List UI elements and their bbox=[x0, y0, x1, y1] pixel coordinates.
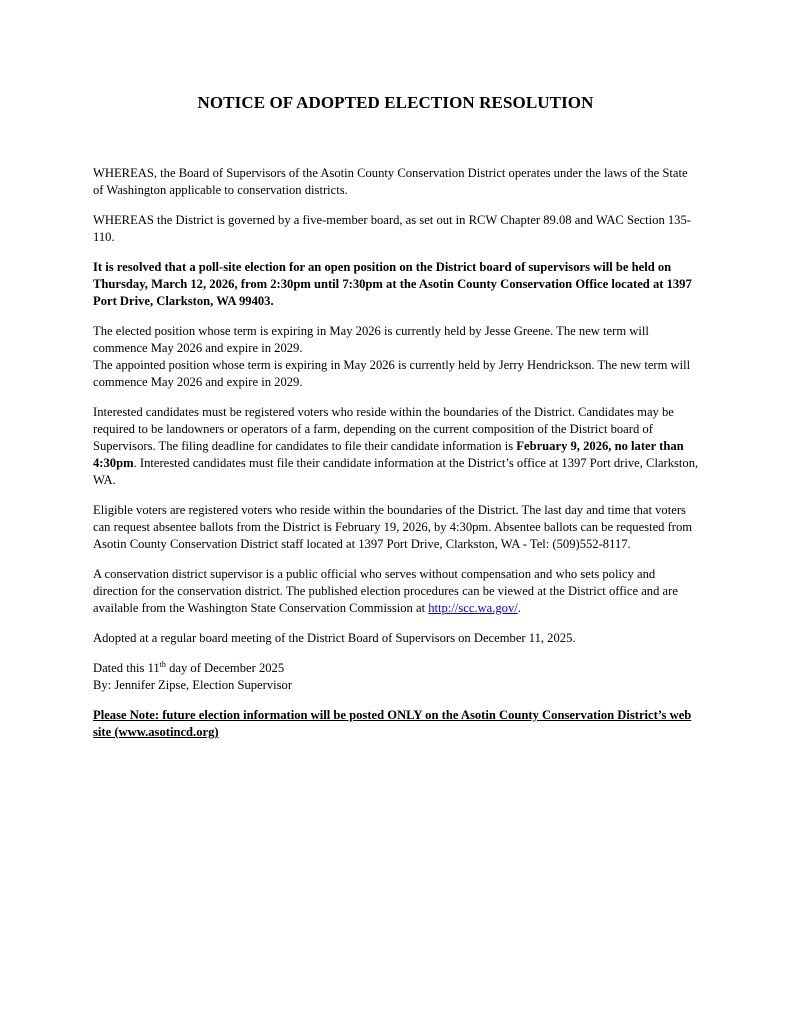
supervisor-paragraph bbox=[93, 566, 699, 617]
dated-prefix: Dated this 11 bbox=[93, 661, 160, 675]
scc-link[interactable]: http://scc.wa.gov/ bbox=[428, 601, 518, 615]
candidates-text-end: . Interested candidates must file their candidate information at the District’s office at 1397 Port drive, Clarkston, WA. bbox=[93, 456, 699, 487]
whereas-paragraph-2: WHEREAS the District is governed by a five-member board, as set out in RCW Chapter 89.08 and WAC Section 135-110. bbox=[93, 213, 691, 244]
dated-suffix: day of December 2025 bbox=[165, 661, 285, 675]
dated-line bbox=[93, 660, 699, 677]
voters-paragraph: Eligible voters are registered voters who reside within the boundaries of the District. The last day and time that voters can request absentee ballots from the District is February 19, 2026, by 4:30pm. Absentee ballots can be requested from Asotin County Conservation District staff located at 1397 Port Drive, Clarkston, WA - Tel: (509)552-8117. bbox=[93, 503, 693, 551]
please-note: Please Note: future election information will be posted ONLY on the Asotin County Conservation District’s web site (www.asotincd.org) bbox=[93, 708, 692, 739]
dated-ordinal: th bbox=[159, 659, 166, 669]
supervisor-text: A conservation district supervisor is a public official who serves without compensation and who sets policy and direction for the conservation district. The published election procedures can be viewed at the District office and are available from the Washington State Conservation Commission at bbox=[93, 567, 678, 615]
appointed-position-text: The appointed position whose term is expiring in May 2026 is currently held by Jerry Hendrickson. The new term will commence May 2026 and expire in 2029. bbox=[93, 358, 691, 389]
candidates-paragraph bbox=[93, 404, 699, 489]
adopted-paragraph: Adopted at a regular board meeting of the District Board of Supervisors on December 11, 2025. bbox=[93, 631, 576, 645]
page-title: NOTICE OF ADOPTED ELECTION RESOLUTION bbox=[197, 93, 594, 112]
supervisor-text-end: . bbox=[517, 601, 521, 615]
signature-line: By: Jennifer Zipse, Election Supervisor bbox=[93, 678, 293, 692]
candidates-text: Interested candidates must be registered voters who reside within the boundaries of the District. Candidates may be required to be landowners or operators of a farm, depending on the current composition of the District board of Supervisors. The filing deadline for candidates to file their candidate information is bbox=[93, 405, 674, 453]
filing-deadline-text: February 9, 2026, no later than 4:30pm bbox=[93, 439, 684, 470]
document-body bbox=[93, 165, 699, 754]
dated-paragraph bbox=[93, 660, 699, 694]
positions-paragraph bbox=[93, 323, 699, 391]
elected-position-text: The elected position whose term is expiring in May 2026 is currently held by Jesse Greene. The new term will commence May 2026 and expire in 2029. bbox=[93, 324, 649, 355]
whereas-paragraph-1: WHEREAS, the Board of Supervisors of the Asotin County Conservation District operates under the laws of the State of Washington applicable to conservation districts. bbox=[93, 166, 688, 197]
resolution-paragraph: It is resolved that a poll-site election for an open position on the District board of supervisors will be held on Thursday, March 12, 2026, from 2:30pm until 7:30pm at the Asotin County Conservation Office located at 1397 Port Drive, Clarkston, WA 99403. bbox=[93, 260, 692, 308]
